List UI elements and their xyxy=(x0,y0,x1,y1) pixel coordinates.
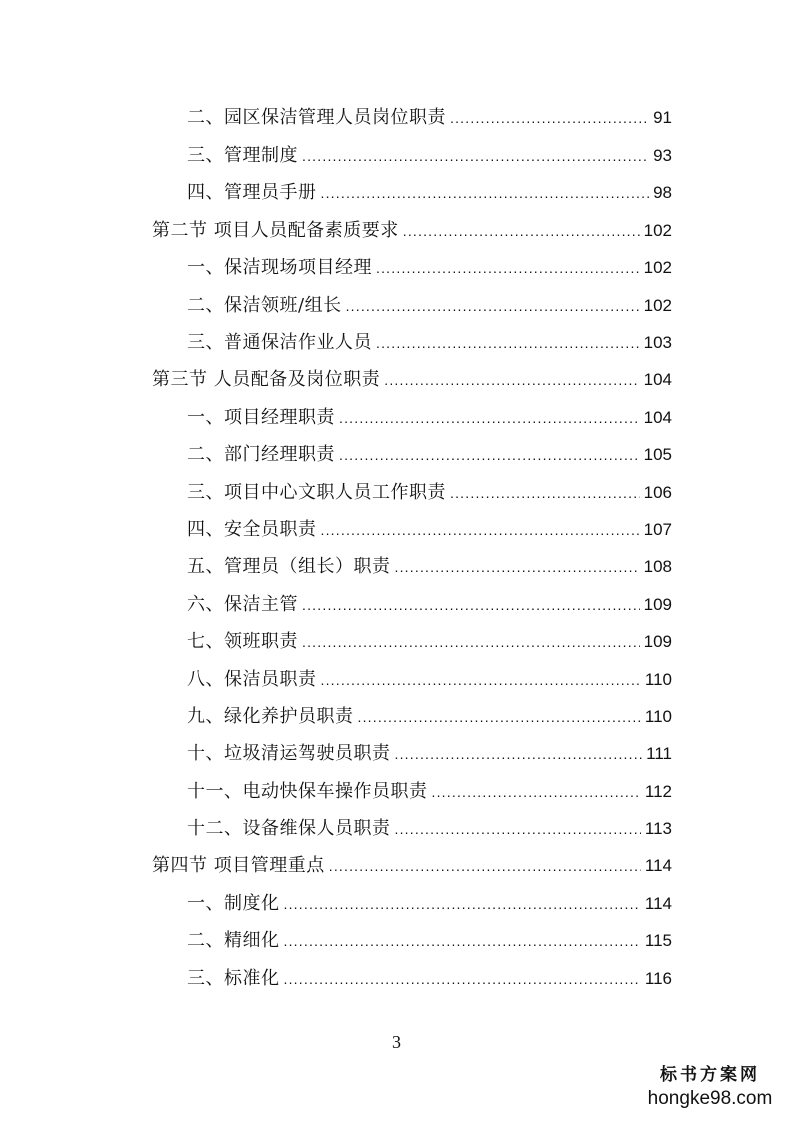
toc-entry-page: 109 xyxy=(643,595,672,614)
toc-entry-page: 91 xyxy=(653,108,672,127)
toc-leader-dots xyxy=(302,593,640,617)
toc-entry[interactable] xyxy=(187,892,672,916)
toc-entry-label: 六、保洁主管 xyxy=(187,594,298,615)
toc-entry[interactable] xyxy=(187,181,672,205)
watermark xyxy=(645,1064,775,1110)
toc-entry-label: 二、园区保洁管理人员岗位职责 xyxy=(187,107,446,128)
toc-leader-dots xyxy=(384,368,639,392)
toc-leader-dots xyxy=(432,780,641,804)
toc-entry-label: 十二、设备维保人员职责 xyxy=(187,818,391,839)
toc-entry[interactable] xyxy=(187,817,672,841)
toc-entry[interactable] xyxy=(187,406,672,430)
toc-leader-dots xyxy=(302,630,640,654)
toc-entry-label: 五、管理员（组长）职责 xyxy=(187,556,391,577)
toc-entry[interactable] xyxy=(187,593,672,617)
toc-leader-dots xyxy=(346,294,640,318)
toc-entry-label: 一、项目经理职责 xyxy=(187,407,335,428)
toc-entry-page: 104 xyxy=(643,408,672,427)
toc-entry-page: 111 xyxy=(646,744,672,763)
toc-entry-label: 第二节 项目人员配备素质要求 xyxy=(152,220,399,241)
toc-leader-dots xyxy=(358,705,641,729)
toc-entry-page: 102 xyxy=(643,221,672,240)
toc-entry-page: 102 xyxy=(643,258,672,277)
toc-entry-page: 107 xyxy=(643,520,672,539)
toc-entry[interactable] xyxy=(187,668,672,692)
toc-entry-page: 103 xyxy=(643,333,672,352)
toc-entry-label: 三、项目中心文职人员工作职责 xyxy=(187,482,446,503)
toc-entry[interactable] xyxy=(187,331,672,355)
toc-leader-dots xyxy=(395,555,640,579)
toc-entry-label: 九、绿化养护员职责 xyxy=(187,706,354,727)
toc-entry-label: 一、保洁现场项目经理 xyxy=(187,257,372,278)
toc-entry-label: 二、精细化 xyxy=(187,930,280,951)
watermark-site-name: 标书方案网 xyxy=(660,1065,760,1085)
toc-entry-label: 三、普通保洁作业人员 xyxy=(187,332,372,353)
toc-leader-dots xyxy=(403,219,640,243)
toc-leader-dots xyxy=(284,892,641,916)
toc-entry[interactable] xyxy=(152,368,672,392)
toc-entry[interactable] xyxy=(187,929,672,953)
toc-entry-label: 三、管理制度 xyxy=(187,145,298,166)
toc-entry-page: 112 xyxy=(644,782,672,801)
toc-entry[interactable] xyxy=(187,256,672,280)
toc-entry-label: 十一、电动快保车操作员职责 xyxy=(187,781,428,802)
toc-entry-label: 一、制度化 xyxy=(187,893,280,914)
toc-entry[interactable] xyxy=(187,780,672,804)
toc-entry-label: 七、领班职责 xyxy=(187,631,298,652)
toc-entry[interactable] xyxy=(187,630,672,654)
toc-entry[interactable] xyxy=(187,144,672,168)
toc-entry-page: 115 xyxy=(644,931,672,950)
toc-leader-dots xyxy=(321,668,641,692)
toc-leader-dots xyxy=(376,256,640,280)
toc-entry-page: 109 xyxy=(643,632,672,651)
toc-leader-dots xyxy=(321,181,650,205)
toc-leader-dots xyxy=(284,967,641,991)
toc-leader-dots xyxy=(450,481,640,505)
toc-entry-page: 93 xyxy=(653,146,672,165)
toc-entry-page: 114 xyxy=(644,856,672,875)
toc-entry-page: 113 xyxy=(644,819,672,838)
toc-entry[interactable] xyxy=(152,854,672,878)
toc-entry-page: 108 xyxy=(643,557,672,576)
toc-entry[interactable] xyxy=(187,705,672,729)
toc-entry-page: 105 xyxy=(643,445,672,464)
toc-leader-dots xyxy=(339,406,640,430)
page-number: 3 xyxy=(392,1032,401,1052)
toc-entry[interactable] xyxy=(187,518,672,542)
toc-leader-dots xyxy=(395,742,643,766)
toc-leader-dots xyxy=(339,443,640,467)
toc-leader-dots xyxy=(376,331,640,355)
toc-entry[interactable] xyxy=(152,219,672,243)
toc-leader-dots xyxy=(321,518,640,542)
toc-entry-page: 116 xyxy=(644,969,672,988)
toc-entry-label: 八、保洁员职责 xyxy=(187,669,317,690)
toc-entry-label: 四、管理员手册 xyxy=(187,182,317,203)
toc-entry[interactable] xyxy=(187,443,672,467)
toc-entry-page: 98 xyxy=(653,183,672,202)
toc-entry-label: 二、保洁领班/组长 xyxy=(187,295,342,316)
toc-leader-dots xyxy=(284,929,641,953)
toc-entry[interactable] xyxy=(187,294,672,318)
toc-entry-label: 三、标准化 xyxy=(187,968,280,989)
toc-leader-dots xyxy=(450,106,649,130)
watermark-url: hongke98.com xyxy=(647,1088,773,1109)
toc-entry-page: 110 xyxy=(644,670,672,689)
toc-entry-label: 第三节 人员配备及岗位职责 xyxy=(152,369,381,390)
toc-entry-page: 102 xyxy=(643,296,672,315)
toc-entry-page: 110 xyxy=(644,707,672,726)
toc-entry[interactable] xyxy=(187,481,672,505)
toc-entry[interactable] xyxy=(187,106,672,130)
toc-entry[interactable] xyxy=(187,967,672,991)
toc-leader-dots xyxy=(329,854,641,878)
toc-entry[interactable] xyxy=(187,555,672,579)
toc-entry-page: 114 xyxy=(644,894,672,913)
toc-entry-label: 四、安全员职责 xyxy=(187,519,317,540)
toc-leader-dots xyxy=(302,144,649,168)
toc-entry-label: 二、部门经理职责 xyxy=(187,444,335,465)
toc-leader-dots xyxy=(395,817,641,841)
toc-entry-label: 第四节 项目管理重点 xyxy=(152,855,325,876)
toc-entry-label: 十、垃圾清运驾驶员职责 xyxy=(187,743,391,764)
toc-entry-page: 104 xyxy=(643,370,672,389)
toc-entry[interactable] xyxy=(187,742,672,766)
toc-entry-page: 106 xyxy=(643,483,672,502)
